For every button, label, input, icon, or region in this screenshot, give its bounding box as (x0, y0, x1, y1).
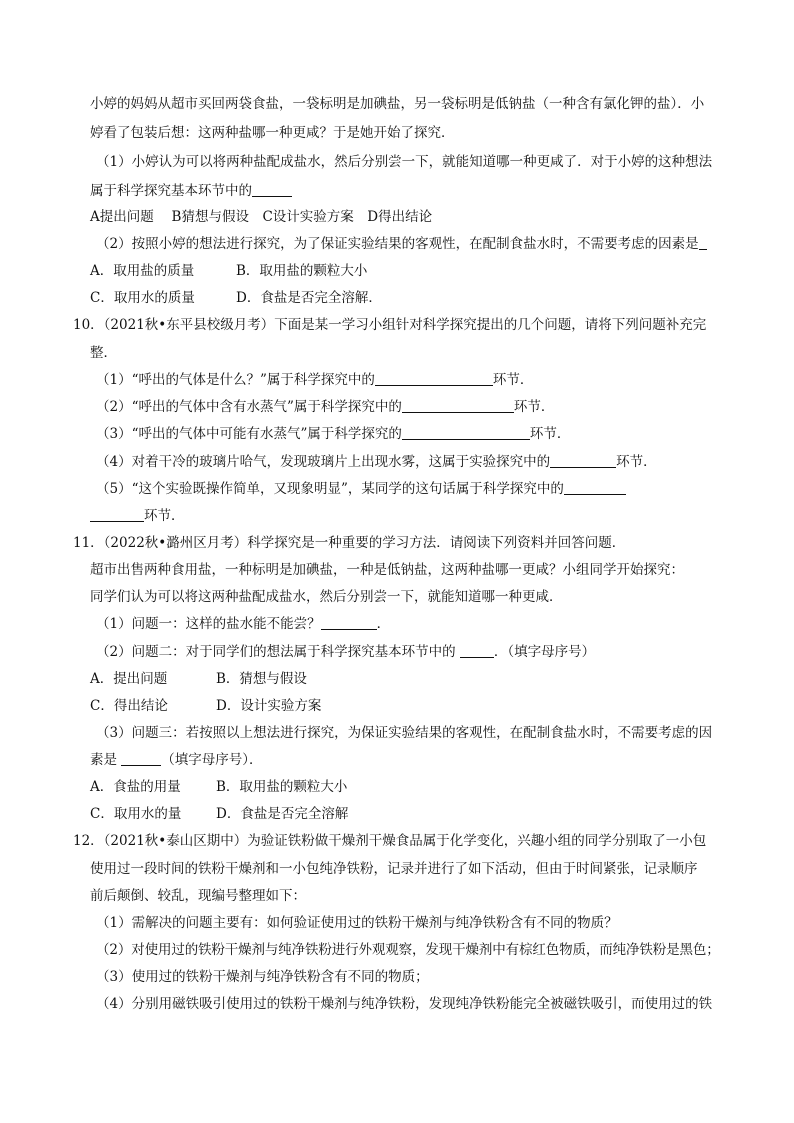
q11-part-3-end: （填字母序号）． (161, 752, 263, 768)
q10-item-5-text: （5）“这个实验既操作简单，又现象明显”，某同学的这句话属于科学探究中的 (96, 481, 564, 497)
answer-blank (252, 182, 292, 197)
intro-q1-text: 属于科学探究基本环节中的 (90, 183, 252, 199)
q11-part-2 (96, 643, 595, 661)
q10-item-3 (96, 425, 570, 443)
q10-item-5-cont (90, 507, 185, 525)
intro-q2-option-d: D．食盐是否完全溶解． (236, 290, 382, 306)
q10-item-4 (96, 453, 657, 471)
q10-item-5-end: 环节． (144, 508, 185, 524)
intro-q2-option-a: A．取用盐的质量 (90, 263, 195, 279)
q11-part-2-end: ．（填字母序号） (493, 644, 596, 660)
intro-q2-option-c: C．取用水的质量 (90, 290, 195, 306)
q10-item-2-text: （2）“呼出的气体中含有水蒸气”属于科学探究中的 (96, 399, 402, 415)
q11-part-3-line-1: （3）问题三：若按照以上想法进行探究，为保证实验结果的客观性，在配制食盐水时，不需要考虑的因 (96, 725, 713, 741)
intro-q1-line-2 (90, 182, 292, 200)
answer-blank (375, 371, 493, 386)
q12-line-1: 12．（2021秋•泰山区期中）为验证铁粉做干燥剂干燥食品属于化学变化，兴趣小组的同学分别取了一小包 (73, 833, 707, 849)
q11-part-3-text: 素是 (90, 752, 122, 768)
q10-item-3-text: （3）“呼出的气体中可能有水蒸气”属于科学探究的 (96, 426, 402, 442)
q12-item-4: （4）分别用磁铁吸引使用过的铁粉干燥剂与纯净铁粉，发现纯净铁粉能完全被磁铁吸引，而使用过的铁 (96, 996, 713, 1012)
q10-item-5 (96, 480, 626, 498)
q12-line-2: 使用过一段时间的铁粉干燥剂和一小包纯净铁粉，记录并进行了如下活动，但由于时间紧张，记录顺序 (90, 861, 698, 877)
answer-blank (699, 235, 707, 250)
answer-blank (121, 751, 161, 766)
answer-blank (321, 615, 377, 630)
q10-item-2-end: 环节． (513, 399, 555, 415)
q11-part-2-option-a: A．提出问题 (90, 671, 168, 687)
q12-item-3: （3）使用过的铁粉干燥剂与纯净铁粉含有不同的物质； (96, 969, 429, 985)
intro-q2-text: （2）按照小婷的想法进行探究，为了保证实验结果的客观性，在配制食盐水时，不需要考虑的因素是 (96, 236, 699, 252)
q11-line-2: 超市出售两种食用盐，一种标明是加碘盐，一种是低钠盐，这两种盐哪一更咸？小组同学开始探究： (90, 562, 684, 578)
answer-blank (550, 453, 616, 468)
answer-blank (90, 507, 144, 522)
q11-part-3-option-d: D．食盐是否完全溶解 (216, 806, 349, 822)
q10-item-2 (96, 398, 554, 416)
q11-line-3: 同学们认为可以将这两种盐配成盐水，然后分别尝一下，就能知道哪一种更咸． (90, 589, 563, 605)
intro-line-1: 小婷的妈妈从超市买回两袋食盐，一袋标明是加碘盐，另一袋标明是低钠盐（一种含有氯化钾的盐）．小 (90, 96, 705, 112)
q12-item-2: （2）对使用过的铁粉干燥剂与纯净铁粉进行外观观察，发现干燥剂中有棕红色物质，而纯净铁粉是黑色； (96, 942, 720, 958)
answer-blank (460, 643, 494, 658)
q10-line-1: 10．（2021秋•东平县校级月考）下面是某一学习小组针对科学探究提出的几个问题，请将下列问题补充完 (73, 317, 707, 333)
q11-part-2-option-b: B．猜想与假设 (216, 671, 307, 687)
q12-line-3: 前后颠倒、较乱，现编号整理如下： (90, 888, 306, 904)
q11-part-3-option-c: C．取用水的量 (90, 806, 182, 822)
intro-q1-line-1: （1）小婷认为可以将两种盐配成盐水，然后分别尝一下，就能知道哪一种更咸了．对于小婷的这种想法 (96, 154, 713, 170)
q11-part-2-text: （2）问题二：对于同学们的想法属于科学探究基本环节中的 (96, 644, 460, 660)
q10-line-2: 整． (90, 345, 117, 361)
intro-line-2: 婷看了包装后想：这两种盐哪一种更咸？于是她开始了探究． (90, 125, 455, 141)
q11-part-1-text: （1）问题一：这样的盐水能不能尝？ (96, 616, 321, 632)
answer-blank (564, 480, 626, 495)
q10-item-1-text: （1）“呼出的气体是什么？”属于科学探究中的 (96, 372, 375, 388)
answer-blank (402, 425, 530, 440)
q10-item-1-end: 环节． (492, 372, 534, 388)
q10-item-4-end: 环节． (616, 454, 657, 470)
answer-blank (402, 398, 514, 413)
q10-item-1 (96, 371, 533, 389)
q11-line-1: 11．（2022秋•潞州区月考）科学探究是一种重要的学习方法．请阅读下列资料并回答问题． (73, 535, 626, 551)
q11-part-1-end: ． (376, 616, 391, 632)
q10-item-4-text: （4）对着干冷的玻璃片哈气，发现玻璃片上出现水雾，这属于实验探究中的 (96, 454, 551, 470)
q11-part-3-line-2 (90, 751, 263, 769)
intro-q1-options: A提出问题 B猜想与假设 C设计实验方案 D得出结论 (90, 209, 433, 225)
q11-part-3-option-b: B．取用盐的颗粒大小 (216, 779, 348, 795)
intro-q2-option-b: B．取用盐的颗粒大小 (236, 263, 368, 279)
q11-part-2-option-c: C．得出结论 (90, 698, 168, 714)
q11-part-1 (96, 615, 390, 633)
intro-q2-line (96, 235, 707, 253)
q11-part-3-option-a: A．食盐的用量 (90, 779, 181, 795)
q11-part-2-option-d: D．设计实验方案 (216, 698, 322, 714)
q10-item-3-end: 环节． (529, 426, 571, 442)
q12-item-1: （1）需解决的问题主要有：如何验证使用过的铁粉干燥剂与纯净铁粉含有不同的物质？ (96, 915, 618, 931)
